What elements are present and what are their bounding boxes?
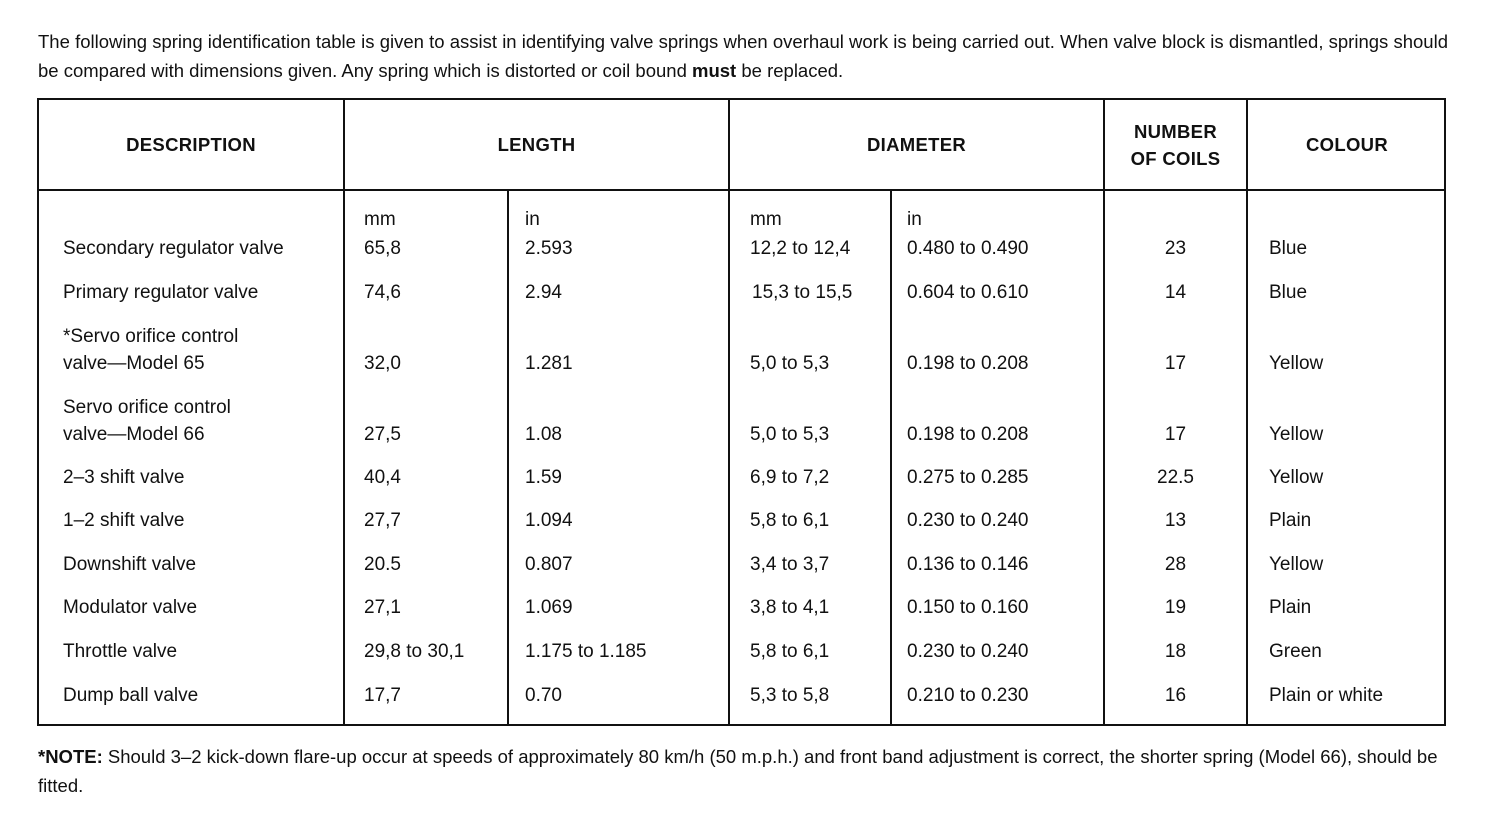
row-diameter-in: 0.210 to 0.230 <box>907 685 1029 706</box>
row-diameter-mm: 5,0 to 5,3 <box>750 424 830 445</box>
row-diameter-mm: 5,8 to 6,1 <box>750 641 830 662</box>
row-description-line2: valve—Model 65 <box>63 353 205 374</box>
header-coils-line2: OF COILS <box>1130 147 1221 169</box>
row-description: Servo orifice control <box>63 397 231 418</box>
row-coils: 19 <box>1164 597 1187 618</box>
header-number-of-coils <box>1105 100 1246 189</box>
row-coils: 23 <box>1164 238 1187 259</box>
intro-text-before: The following spring identification table is given to assist in identifying valve springs when overhaul work is being carried out. When valve block is dismantled, springs should be compared with dimensions given. Any spring which is distorted or coil bound <box>38 31 1448 81</box>
row-diameter-mm: 5,3 to 5,8 <box>750 685 830 706</box>
row-description: 1–2 shift valve <box>63 510 185 531</box>
row-diameter-mm: 5,8 to 6,1 <box>750 510 830 531</box>
intro-text-after: be replaced. <box>736 60 844 81</box>
row-length-mm: 27,5 <box>364 424 401 445</box>
intro-emphasis: must <box>692 60 737 81</box>
row-description-line2: valve—Model 66 <box>63 424 205 445</box>
row-length-in: 1.069 <box>525 597 573 618</box>
header-diameter: DIAMETER <box>866 134 966 155</box>
header-coils-line1: NUMBER <box>1133 120 1217 142</box>
row-diameter-in: 0.198 to 0.208 <box>907 353 1029 374</box>
row-length-in: 2.94 <box>525 282 562 303</box>
row-colour: Plain <box>1269 597 1312 618</box>
row-length-in: 0.70 <box>525 685 562 706</box>
row-coils: 28 <box>1164 554 1187 575</box>
row-length-mm: 27,1 <box>364 597 401 618</box>
column-divider <box>1103 100 1105 724</box>
row-diameter-in: 0.150 to 0.160 <box>907 597 1029 618</box>
row-diameter-mm: 6,9 to 7,2 <box>750 467 830 488</box>
row-diameter-mm: 15,3 to 15,5 <box>752 282 853 303</box>
row-coils: 14 <box>1164 282 1187 303</box>
column-divider <box>507 190 509 724</box>
column-divider <box>728 100 730 724</box>
row-length-mm: 40,4 <box>364 467 401 488</box>
row-colour: Green <box>1269 641 1322 662</box>
row-length-mm: 29,8 to 30,1 <box>364 641 465 662</box>
row-description: 2–3 shift valve <box>63 467 185 488</box>
row-length-in: 1.094 <box>525 510 573 531</box>
row-diameter-mm: 5,0 to 5,3 <box>750 353 830 374</box>
note-label: *NOTE: <box>38 746 103 767</box>
row-colour: Yellow <box>1269 467 1324 488</box>
row-description: Secondary regulator valve <box>63 238 284 259</box>
row-diameter-mm: 3,8 to 4,1 <box>750 597 830 618</box>
unit-diameter-in: in <box>907 209 922 230</box>
row-diameter-in: 0.604 to 0.610 <box>907 282 1029 303</box>
row-description: Primary regulator valve <box>63 282 259 303</box>
column-divider <box>343 100 345 724</box>
row-coils: 13 <box>1164 510 1187 531</box>
row-length-in: 1.281 <box>525 353 573 374</box>
row-description: *Servo orifice control <box>63 326 239 347</box>
unit-length-mm: mm <box>364 209 396 230</box>
row-length-in: 2.593 <box>525 238 573 259</box>
row-coils: 17 <box>1164 353 1187 374</box>
row-length-mm: 27,7 <box>364 510 401 531</box>
row-diameter-in: 0.136 to 0.146 <box>907 554 1029 575</box>
row-length-mm: 20.5 <box>364 554 401 575</box>
header-divider <box>39 189 1444 191</box>
row-length-mm: 74,6 <box>364 282 401 303</box>
row-diameter-in: 0.230 to 0.240 <box>907 510 1029 531</box>
row-description: Downshift valve <box>63 554 197 575</box>
row-length-mm: 65,8 <box>364 238 401 259</box>
row-description: Dump ball valve <box>63 685 199 706</box>
row-length-in: 1.175 to 1.185 <box>525 641 647 662</box>
row-length-in: 1.08 <box>525 424 562 445</box>
row-colour: Yellow <box>1269 353 1324 374</box>
column-divider <box>1246 100 1248 724</box>
row-description: Throttle valve <box>63 641 178 662</box>
row-diameter-in: 0.275 to 0.285 <box>907 467 1029 488</box>
row-diameter-in: 0.198 to 0.208 <box>907 424 1029 445</box>
header-length: LENGTH <box>497 134 576 155</box>
row-coils: 22.5 <box>1157 467 1194 488</box>
row-diameter-mm: 12,2 to 12,4 <box>750 238 851 259</box>
row-diameter-in: 0.480 to 0.490 <box>907 238 1029 259</box>
row-coils: 16 <box>1164 685 1187 706</box>
note-text: Should 3–2 kick-down flare-up occur at speeds of approximately 80 km/h (50 m.p.h.) and front band adjustment is correct, the shorter spring (Model 66), should be fitted. <box>38 746 1438 796</box>
column-divider <box>890 190 892 724</box>
row-length-in: 0.807 <box>525 554 573 575</box>
row-diameter-in: 0.230 to 0.240 <box>907 641 1029 662</box>
header-colour: COLOUR <box>1306 134 1388 155</box>
row-colour: Blue <box>1269 238 1308 259</box>
row-colour: Blue <box>1269 282 1308 303</box>
row-length-mm: 32,0 <box>364 353 401 374</box>
row-description: Modulator valve <box>63 597 198 618</box>
unit-length-in: in <box>525 209 540 230</box>
row-colour: Yellow <box>1269 424 1324 445</box>
unit-diameter-mm: mm <box>750 209 782 230</box>
row-colour: Plain <box>1269 510 1312 531</box>
row-diameter-mm: 3,4 to 3,7 <box>750 554 830 575</box>
row-length-mm: 17,7 <box>364 685 401 706</box>
row-length-in: 1.59 <box>525 467 562 488</box>
header-description: DESCRIPTION <box>126 134 256 155</box>
row-coils: 18 <box>1164 641 1187 662</box>
row-coils: 17 <box>1164 424 1187 445</box>
footnote <box>38 742 1448 800</box>
row-colour: Yellow <box>1269 554 1324 575</box>
intro-paragraph <box>38 27 1448 85</box>
spring-identification-table <box>37 98 1446 726</box>
row-colour: Plain or white <box>1269 685 1384 706</box>
